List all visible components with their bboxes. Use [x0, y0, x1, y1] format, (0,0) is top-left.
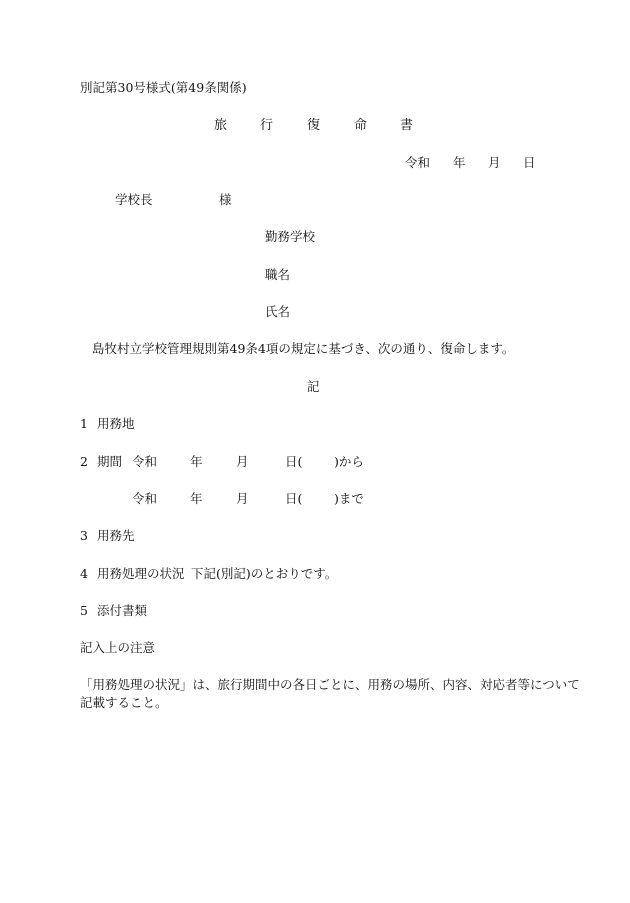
period-to-era: 令和 [132, 491, 158, 506]
title-char: 復 [307, 118, 321, 133]
title-char: 命 [354, 118, 368, 133]
document-title [0, 118, 630, 136]
item-label: 用務地 [97, 416, 135, 431]
period-from-year: 年 [190, 454, 203, 469]
title-char: 行 [260, 118, 274, 133]
notes-line: 「用務処理の状況」は、旅行期間中の各日ごとに、用務の場所、内容、対応者等について [80, 677, 580, 692]
addressee-name: 学校長 [115, 192, 153, 207]
item-label: 添付書類 [97, 603, 148, 618]
item-number: 2 [80, 454, 88, 469]
item-label: 用務処理の状況 [97, 566, 185, 581]
title-char: 旅 [214, 118, 228, 133]
notes-line: 記載すること。 [80, 695, 168, 710]
body-text: 島牧村立学校管理規則第49条4項の規定に基づき、次の通り、復命します。 [92, 341, 515, 356]
date-month: 月 [488, 155, 501, 170]
notes-heading: 記入上の注意 [80, 640, 156, 655]
item-number: 3 [80, 528, 88, 543]
item-value: 下記(別記)のとおりです。 [191, 566, 338, 581]
position-label: 職名 [265, 267, 291, 282]
item-number: 4 [80, 566, 88, 581]
form-number: 別記第30号様式(第49条関係) [80, 80, 247, 95]
date-year: 年 [453, 155, 466, 170]
period-from-day: 日( [285, 454, 303, 469]
date-era: 令和 [405, 155, 431, 170]
period-from-era: 令和 [132, 454, 158, 469]
workplace-label: 勤務学校 [265, 229, 316, 244]
item-label: 用務先 [97, 528, 135, 543]
period-from-close: )から [334, 454, 364, 469]
name-label: 氏名 [265, 304, 291, 319]
period-to-close: )まで [334, 491, 364, 506]
addressee-honorific: 様 [219, 192, 232, 207]
period-from-month: 月 [236, 454, 249, 469]
period-to-year: 年 [190, 491, 203, 506]
ki-heading: 記 [307, 379, 320, 394]
period-to-month: 月 [236, 491, 249, 506]
item-number: 1 [80, 416, 88, 431]
item-number: 5 [80, 603, 88, 618]
date-day: 日 [523, 155, 536, 170]
period-to-day: 日( [285, 491, 303, 506]
item-label: 期間 [97, 454, 123, 469]
title-char: 書 [400, 118, 414, 133]
